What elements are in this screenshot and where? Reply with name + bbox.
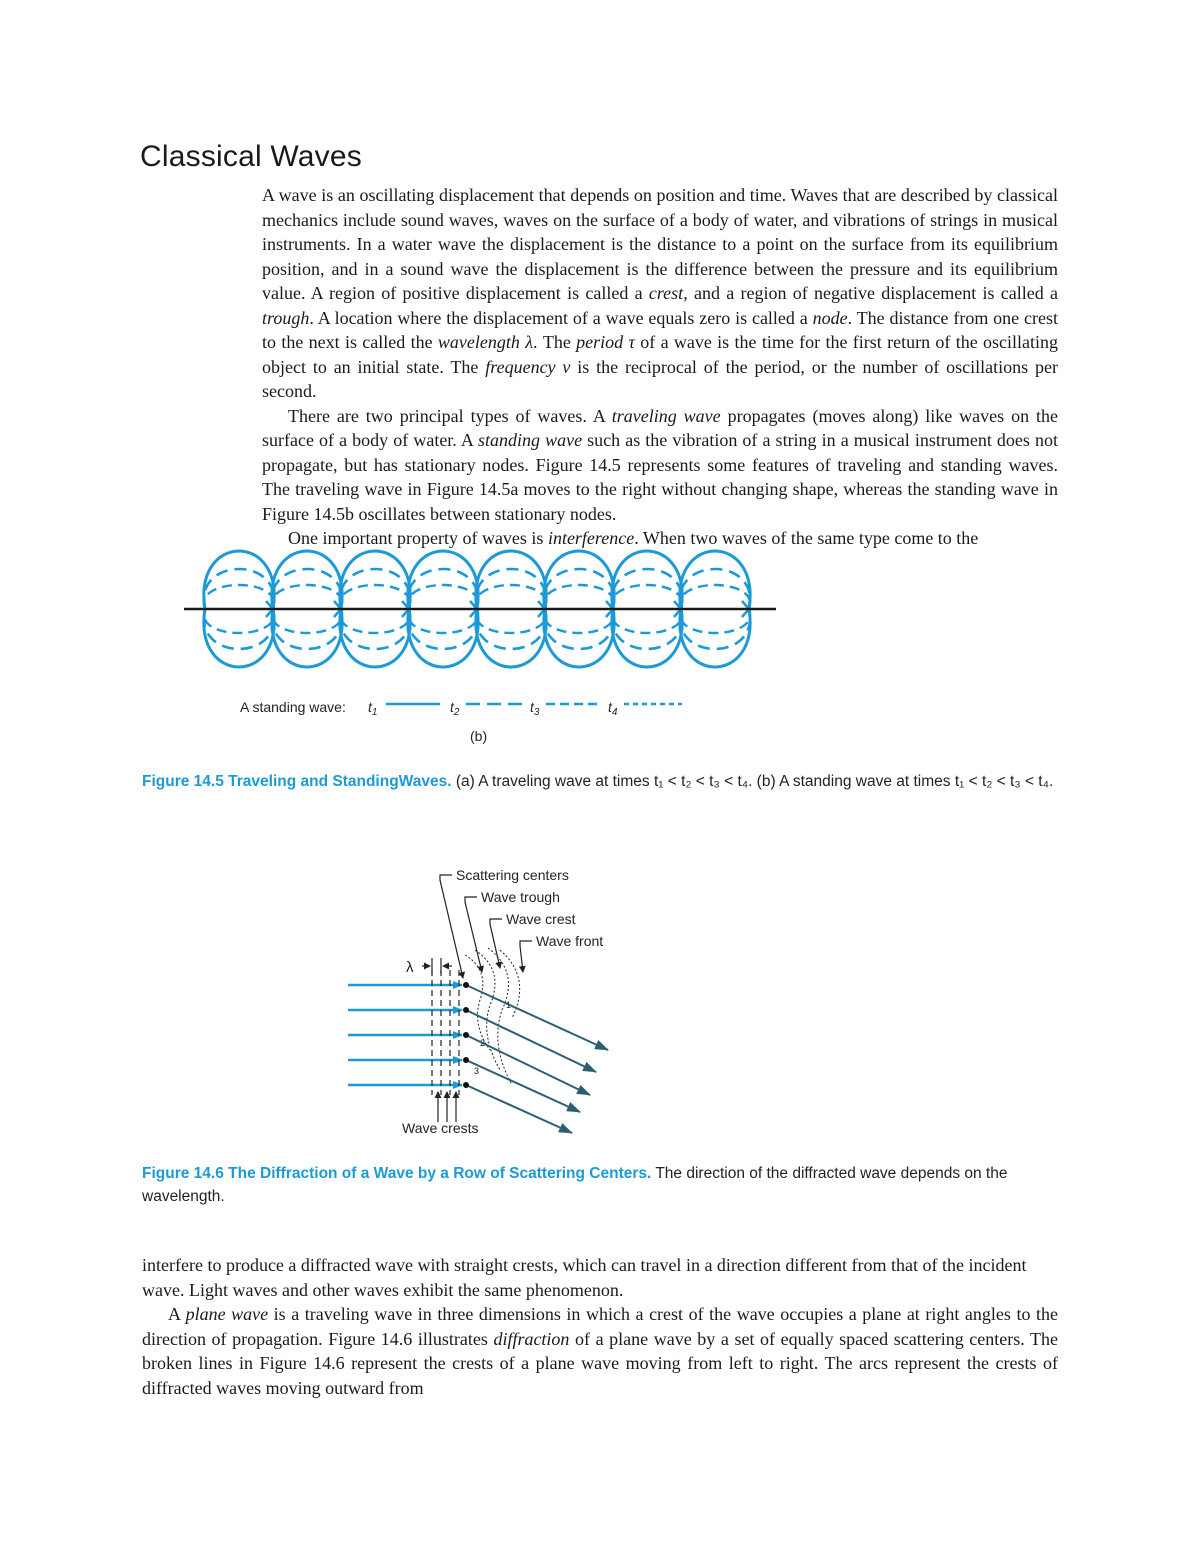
incident-rays xyxy=(348,985,462,1085)
label-wave-trough: Wave trough xyxy=(481,889,560,905)
wavelength-marker xyxy=(422,958,452,974)
paragraph-wave-types: There are two principal types of waves. A traveling wave propagates (moves along) like waves on the surface of a body of water. A standing wave such as the vibration of a string in a musical instrument does not propagate, but has stationary nodes. Figure 14.5 represents some features of traveling and standing waves. The traveling wave in Figure 14.5a moves to the right without changing shape, whereas the standing wave in Figure 14.5b oscillates between stationary nodes. xyxy=(262,405,1058,524)
legend-t4: $t_4$ xyxy=(608,699,618,718)
panel-label-b: (b) xyxy=(470,728,488,744)
paragraph-wave-definitions: A wave is an oscillating displacement that depends on position and time. Waves that are described by classical mechanics include sound waves, waves on the surface of a body of water, and vibrations of strings in musical instruments. In a water wave the displacement is the distance to a point on the surface from its equilibrium position, and in a sound wave the displacement is the difference between the pressure and its equilibrium value. A region of positive displacement is called a crest, and a region of negative displacement is called a trough. A location where the displacement of a wave equals zero is called a node. The distance from one crest to the next is called the wavelength λ. The period τ of a wave is the time for the first return of the oscillating object to an initial state. The frequency ν is the reciprocal of the period, or the number of oscillations per second. xyxy=(262,185,1059,401)
scattering-centers xyxy=(463,982,469,1088)
wave-crest-arrows xyxy=(438,1092,456,1122)
figure-14-6-caption: Figure 14.6 The Diffraction of a Wave by a Row of Scattering Centers. The direction of the diffracted wave depends on the wavelength. xyxy=(142,1165,1008,1205)
standing-wave-legend-label: A standing wave: xyxy=(240,699,346,715)
wavelength-symbol: λ xyxy=(406,959,414,976)
diffraction-figure xyxy=(340,860,630,1140)
intro-text xyxy=(262,183,1058,551)
page-title: Classical Waves xyxy=(140,140,362,173)
standing-wave-figure xyxy=(180,545,790,750)
diffracted-rays xyxy=(466,985,608,1133)
diffracted-arcs xyxy=(465,948,520,1085)
legend-t3: $t_3$ xyxy=(530,699,540,718)
label-wave-crests: Wave crests xyxy=(402,1120,479,1136)
label-scattering-centers: Scattering centers xyxy=(456,867,569,883)
legend-t1: $t_1$ xyxy=(368,699,378,718)
paragraph-interfere: interfere to produce a diffracted wave with straight crests, which can travel in a direction different from that of the incident wave. Light waves and other waves exhibit the same phenomenon. xyxy=(142,1255,1027,1300)
figure-14-5-caption: Figure 14.5 Traveling and StandingWaves. (a) A traveling wave at times t₁ < t₂ < t₃ < t₄. (b) A standing wave at times t₁ < t₂ < t₃ < t₄. xyxy=(142,773,1054,790)
arc-number-3: 3 xyxy=(474,1066,480,1076)
continuation-text xyxy=(142,1253,1058,1400)
label-wave-front: Wave front xyxy=(536,933,604,949)
legend-t2: $t_2$ xyxy=(450,699,460,718)
arc-number-2: 2 xyxy=(480,1038,486,1048)
paragraph-interference: One important property of waves is interference. When two waves of the same type come to the xyxy=(288,528,979,548)
plane-wave-crests xyxy=(432,970,459,1095)
arc-number-1: 1 xyxy=(506,1000,512,1010)
paragraph-plane-wave: A plane wave is a traveling wave in three dimensions in which a crest of the wave occupies a plane at right angles to the direction of propagation. Figure 14.6 illustrates diffraction of a plane wave by a set of equally spaced scattering centers. The broken lines in Figure 14.6 represent the crests of a plane wave moving from left to right. The arcs represent the crests of diffracted waves moving outward from xyxy=(142,1304,1058,1398)
label-wave-crest: Wave crest xyxy=(506,911,576,927)
